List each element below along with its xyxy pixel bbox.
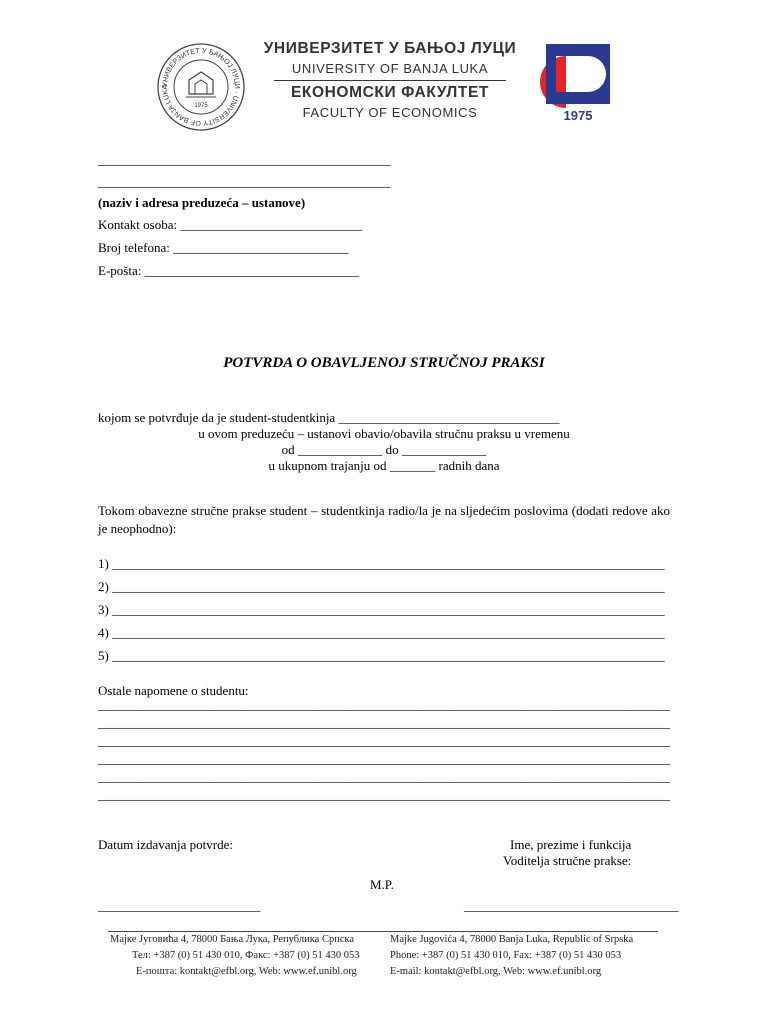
company-name-line: _____________________________________________: [98, 152, 391, 167]
seal-text: УНИВЕРЗИТЕТ У БАЊОЈ ЛУЦИ · UNIVERSITY OF BANJA LUKA: [159, 45, 243, 129]
supervisor-label-line2: Voditelja stručne prakse:: [503, 853, 632, 868]
date-label: Datum izdavanja potvrde:: [98, 837, 234, 852]
footer-divider: [108, 931, 658, 932]
contact-person-field: Kontakt osoba: ____________________________: [98, 217, 363, 232]
faculty-name-latin: FACULTY OF ECONOMICS: [302, 105, 478, 120]
confirmation-student-line: kojom se potvrđuje da je student-studentkinja __________________________________: [98, 410, 560, 425]
footer-address-latin: Majke Jugovića 4, 78000 Banja Luka, Republic of Srpska: [390, 934, 634, 945]
confirmation-dates-line: od _____________ do _____________: [281, 442, 487, 457]
university-name-cyrillic: УНИВЕРЗИТЕТ У БАЊОЈ ЛУЦИ: [263, 40, 517, 57]
document-title: POTVRDA O OBAVLJENOJ STRUČNOJ PRAKSI: [223, 355, 545, 371]
email-field: E-pošta: _________________________________: [98, 263, 360, 278]
duty-item: 2) _____________________________________________________________________________________: [98, 579, 665, 594]
date-signature-line: _________________________: [98, 898, 261, 913]
footer-phone-cyrillic: Тел: +387 (0) 51 430 010, Факс: +387 (0) 51 430 053: [132, 950, 360, 961]
duty-item: 5) _____________________________________________________________________________________: [98, 648, 665, 663]
confirmation-period-line: u ovom preduzeću – ustanovi obavio/obavila stručnu praksu u vremenu: [198, 426, 570, 441]
supervisor-signature-line: _________________________________: [464, 898, 679, 913]
seal-year: 1975: [194, 103, 208, 109]
note-line: ________________________________________________________________________________________: [98, 751, 670, 766]
footer-email-latin: E-mail: kontakt@efbl.org, Web: www.ef.unibl.org: [390, 966, 602, 977]
footer-address-cyrillic: Мајке Југовића 4, 78000 Бања Лука, Република Српска: [110, 934, 355, 945]
notes-label: Ostale napomene o studentu:: [98, 683, 249, 698]
footer-phone-latin: Phone: +387 (0) 51 430 010, Fax: +387 (0) 51 430 053: [390, 950, 622, 961]
footer-email-cyrillic: Е-пошта: kontakt@efbl.org, Web: www.ef.unibl.org: [136, 966, 357, 977]
duty-item: 4) _____________________________________________________________________________________: [98, 625, 665, 640]
phone-field: Broj telefona: ___________________________: [98, 240, 349, 255]
company-label: (naziv i adresa preduzeća – ustanove): [98, 195, 306, 210]
supervisor-label-line1: Ime, prezime i funkcija: [510, 837, 632, 852]
logo-year: 1975: [563, 108, 593, 123]
note-line: ________________________________________________________________________________________: [98, 733, 670, 748]
duties-intro: Tokom obavezne stručne prakse student – studentkinja radio/la je na sljedećim poslovima (dodati redove ako je neophodno):: [98, 503, 670, 536]
note-line: ________________________________________________________________________________________: [98, 769, 670, 784]
duty-item: 3) _____________________________________________________________________________________: [98, 602, 665, 617]
stamp-placeholder: M.P.: [370, 877, 394, 892]
university-name-latin: UNIVERSITY OF BANJA LUKA: [291, 61, 489, 76]
duty-item: 1) _____________________________________________________________________________________: [98, 556, 665, 571]
faculty-logo: [530, 42, 612, 124]
note-line: ________________________________________________________________________________________: [98, 697, 670, 712]
note-line: ________________________________________________________________________________________: [98, 787, 670, 802]
note-line: ________________________________________________________________________________________: [98, 715, 670, 730]
company-address-line: _____________________________________________: [98, 174, 391, 189]
header-divider: [274, 80, 506, 81]
university-seal: [156, 42, 246, 132]
faculty-name-cyrillic: ЕКОНОМСКИ ФАКУЛТЕТ: [290, 84, 489, 101]
confirmation-duration-line: u ukupnom trajanju od _______ radnih dana: [268, 458, 500, 473]
